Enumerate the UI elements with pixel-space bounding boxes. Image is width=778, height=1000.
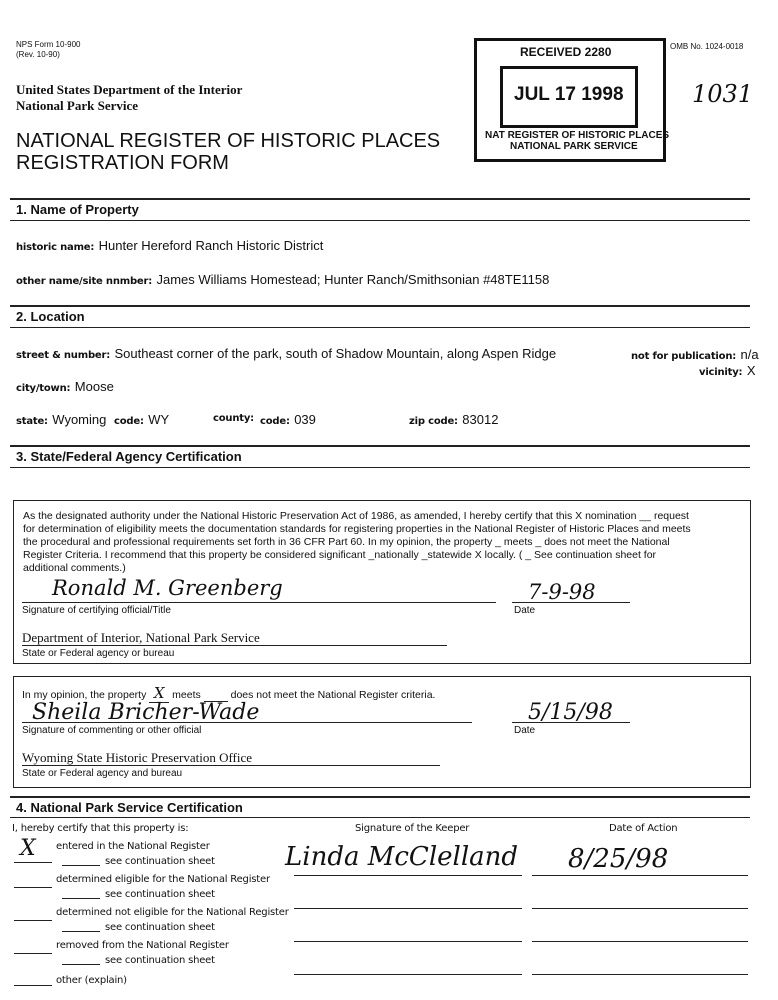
- agency-line: [22, 765, 440, 766]
- zip-label: zip code:: [409, 416, 458, 427]
- handwritten-reference-number: 1031: [692, 80, 754, 108]
- signature-line: [22, 722, 472, 723]
- section4-title: 4. National Park Service Certification: [16, 800, 243, 815]
- keeper-signature-line: [294, 974, 522, 975]
- continuation-sheet-label: see continuation sheet: [105, 922, 215, 933]
- form-revision: (Rev. 10-90): [16, 50, 60, 59]
- certifying-agency: Department of Interior, National Park Service: [22, 630, 260, 645]
- certification-date-handwritten: 7-9-98: [528, 580, 596, 604]
- commenting-agency: Wyoming State Historic Preservation Office: [22, 750, 253, 765]
- certifying-agency-label: State or Federal agency or bureau: [22, 648, 175, 659]
- opinion-prefix: In my opinion, the property: [22, 689, 147, 701]
- city-label: city/town:: [16, 383, 71, 394]
- certification-date-label: Date: [514, 605, 536, 616]
- section-divider: [10, 445, 750, 447]
- county-label: county:: [213, 413, 254, 424]
- action-date-line: [532, 974, 748, 975]
- street-row: [16, 345, 556, 363]
- vicinity-value: X: [746, 363, 756, 378]
- historic-name-row: [16, 237, 323, 255]
- comment-date-handwritten: 5/15/98: [528, 700, 613, 725]
- certification-line-5: additional comments.): [23, 562, 126, 574]
- vicinity-label: vicinity:: [699, 367, 743, 378]
- state-code-value: WY: [148, 412, 170, 427]
- certifying-official-signature: Ronald M. Greenberg: [52, 576, 283, 600]
- checkbox-line: [14, 887, 52, 888]
- section-divider: [10, 796, 750, 798]
- continuation-line: [62, 964, 100, 965]
- state-code-label: code:: [114, 416, 144, 427]
- stamp-date: JUL 17 1998: [514, 84, 624, 105]
- certification-line-1: As the designated authority under the National Historic Preservation Act of 1986, as amended, I hereby certify that this X nomination __ request: [23, 510, 689, 522]
- county-code-value: 039: [294, 412, 316, 427]
- form-number: NPS Form 10-900: [16, 40, 81, 49]
- historic-name-value: Hunter Hereford Ranch Historic District: [98, 238, 324, 253]
- vicinity-row: [699, 362, 755, 380]
- removed-label: removed from the National Register: [56, 940, 229, 951]
- nfp-value: n/a: [740, 347, 759, 362]
- section-divider: [10, 327, 750, 328]
- section1-title: 1. Name of Property: [16, 202, 139, 217]
- other-explain-label: other (explain): [56, 975, 127, 986]
- stamp-register-line: NAT REGISTER OF HISTORIC PLACES: [485, 130, 670, 141]
- section-divider: [10, 198, 750, 200]
- determined-eligible-label: determined eligible for the National Register: [56, 874, 270, 885]
- other-name-label: other name/site nnmber:: [16, 276, 153, 287]
- agency-line: [22, 645, 447, 646]
- section-divider: [10, 817, 750, 818]
- other-name-row: [16, 271, 549, 289]
- comment-date-label: Date: [514, 725, 536, 736]
- service-name: National Park Service: [16, 98, 139, 113]
- commenting-official-signature: Sheila Bricher-Wade: [32, 700, 260, 725]
- stamp-received-label: RECEIVED 2280: [520, 45, 612, 59]
- section-divider: [10, 467, 750, 468]
- date-line: [512, 722, 630, 723]
- state-code-row: [114, 411, 169, 429]
- certifying-official-label: Signature of certifying official/Title: [22, 605, 171, 616]
- action-date-line: [532, 941, 748, 942]
- section3-title: 3. State/Federal Agency Certification: [16, 449, 242, 464]
- keeper-signature-line: [294, 908, 522, 909]
- omb-number: OMB No. 1024-0018: [670, 42, 744, 51]
- zip-value: 83012: [462, 412, 499, 427]
- continuation-line: [62, 931, 100, 932]
- keeper-signature: Linda McClelland: [285, 842, 519, 872]
- date-line: [512, 602, 630, 603]
- keeper-signature-line: [294, 875, 522, 876]
- date-of-action-label: Date of Action: [609, 823, 678, 834]
- opinion-rest: does not meet the National Register criteria.: [230, 689, 436, 701]
- opinion-meets-mark: X: [149, 684, 169, 703]
- city-value: Moose: [74, 379, 114, 394]
- determined-not-eligible-label: determined not eligible for the National Register: [56, 907, 289, 918]
- checkbox-line: [14, 985, 52, 986]
- checkbox-line: [14, 920, 52, 921]
- street-value: Southeast corner of the park, south of Shadow Mountain, along Aspen Ridge: [114, 346, 557, 361]
- department-name: United States Department of the Interior: [16, 82, 243, 97]
- action-date-line: [532, 875, 748, 876]
- certification-line-4: Register Criteria. I recommend that this property be considered significant _nationally _statewide X locally. ( _ See continuation sheet for: [23, 549, 657, 561]
- commenting-official-label: Signature of commenting or other official: [22, 725, 202, 736]
- form-title-line1: NATIONAL REGISTER OF HISTORIC PLACES: [16, 130, 441, 152]
- stamp-service-line: NATIONAL PARK SERVICE: [510, 141, 638, 152]
- section2-title: 2. Location: [16, 309, 85, 324]
- certification-line-2: for determination of eligibility meets the documentation standards for registering properties in the National Register of Historic Places and meets: [23, 523, 691, 535]
- continuation-sheet-label: see continuation sheet: [105, 889, 215, 900]
- entered-mark: X: [20, 836, 36, 861]
- keeper-certification-intro: I, hereby certify that this property is:: [12, 823, 189, 834]
- historic-name-label: historic name:: [16, 242, 95, 253]
- section-divider: [10, 305, 750, 307]
- continuation-sheet-label: see continuation sheet: [105, 856, 215, 867]
- state-row: [16, 411, 106, 429]
- continuation-sheet-label: see continuation sheet: [105, 955, 215, 966]
- action-date-handwritten: 8/25/98: [568, 844, 669, 874]
- action-date-line: [532, 908, 748, 909]
- certification-line-3: the procedural and professional requirements set forth in 36 CFR Part 60. In my opinion, the property _ meets _ does not meet the National: [23, 536, 670, 548]
- form-title-line2: REGISTRATION FORM: [16, 152, 229, 174]
- street-label: street & number:: [16, 350, 111, 361]
- section-divider: [10, 220, 750, 221]
- signature-line: [22, 602, 496, 603]
- continuation-line: [62, 898, 100, 899]
- zip-row: [409, 411, 498, 429]
- keeper-signature-line: [294, 941, 522, 942]
- checkbox-line: [14, 862, 52, 863]
- city-row: [16, 378, 114, 396]
- keeper-signature-label: Signature of the Keeper: [355, 823, 470, 834]
- checkbox-line: [14, 953, 52, 954]
- nfp-label: not for publication:: [631, 351, 737, 362]
- county-code-row: [260, 411, 316, 429]
- entered-label: entered in the National Register: [56, 841, 210, 852]
- continuation-line: [62, 865, 100, 866]
- commenting-agency-label: State or Federal agency and bureau: [22, 768, 183, 779]
- state-value: Wyoming: [52, 412, 107, 427]
- county-code-label: code:: [260, 416, 290, 427]
- other-name-value: James Williams Homestead; Hunter Ranch/Smithsonian #48TE1158: [156, 272, 550, 287]
- state-label: state:: [16, 416, 48, 427]
- opinion-meets: meets: [172, 689, 201, 701]
